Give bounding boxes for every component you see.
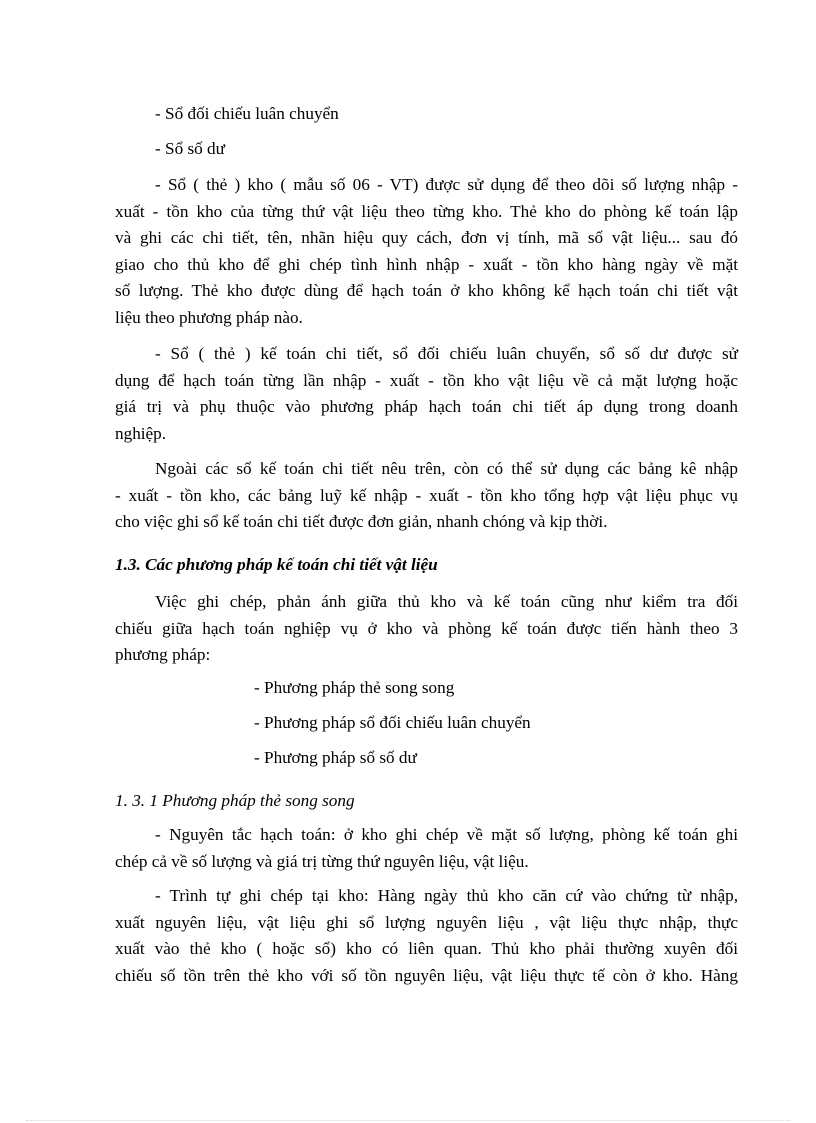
list-item-so-du: - Sổ số dư: [155, 139, 225, 158]
text-line: nghiệp.: [115, 423, 167, 443]
section-heading: 1.3. Các phương pháp kế toán chi tiết vật liệu: [115, 555, 438, 574]
paragraph-nguyen-tac: [115, 822, 738, 875]
text-line: - Sổ ( thẻ ) kế toán chi tiết, sổ đối chiếu luân chuyển, sổ số dư được sử: [155, 344, 738, 363]
paragraph-so-ke-toan: [115, 341, 738, 447]
text-line: xuất vào thẻ kho ( hoặc sổ) kho có liên quan. Thủ kho phải thường xuyên đối: [115, 939, 738, 959]
subsection-heading: 1. 3. 1 Phương pháp thẻ song song: [115, 791, 355, 810]
text-line: phương pháp:: [115, 645, 211, 665]
method-item: - Phương pháp thẻ song song: [254, 678, 455, 697]
text-line: số lượng. Thẻ kho được dùng để hạch toán ở kho không kể hạch toán chi tiết vật: [115, 281, 738, 301]
text-line: Việc ghi chép, phản ánh giữa thủ kho và kế toán cũng như kiểm tra đối: [155, 592, 738, 611]
text-line: cho việc ghi sổ kế toán chi tiết được đơn giản, nhanh chóng và kịp thời.: [115, 512, 608, 532]
text-line: Ngoài các sổ kế toán chi tiết nêu trên, còn có thể sử dụng các bảng kê nhập: [155, 459, 738, 478]
method-item: - Phương pháp sổ đối chiếu luân chuyển: [254, 713, 531, 732]
text-line: giao cho thủ kho để ghi chép tình hình nhập - xuất - tồn kho hàng ngày về mặt: [115, 254, 738, 274]
text-line: chiếu số tồn trên thẻ kho với số tồn nguyên liệu, vật liệu thực tế còn ở kho. Hàng: [115, 965, 738, 985]
text-line: - Trình tự ghi chép tại kho: Hàng ngày thủ kho căn cứ vào chứng từ nhập,: [155, 886, 738, 905]
text-line: liệu theo phương pháp nào.: [115, 307, 303, 327]
text-line: xuất nguyên liệu, vật liệu ghi sổ lượng nguyên liệu , vật liệu thực nhập, thực: [115, 912, 738, 932]
text-line: chép cả về số lượng và giá trị từng thứ nguyên liệu, vật liệu.: [115, 851, 529, 871]
paragraph-bang-ke: [115, 456, 738, 536]
text-line: - xuất - tồn kho, các bảng luỹ kế nhập - xuất - tồn kho tổng hợp vật liệu phục vụ: [115, 485, 738, 505]
paragraph-trinh-tu: [115, 883, 738, 989]
paragraph-the-kho: [115, 172, 738, 332]
list-item-doi-chieu: - Sổ đối chiếu luân chuyển: [155, 104, 339, 123]
text-line: dụng để hạch toán từng lần nhập - xuất - tồn kho vật liệu về cả mặt lượng hoặc: [115, 370, 738, 390]
method-item: - Phương pháp sổ số dư: [254, 748, 417, 767]
page-bottom-divider: [26, 1120, 790, 1121]
text-line: - Nguyên tắc hạch toán: ở kho ghi chép về mặt số lượng, phòng kế toán ghi: [155, 825, 738, 844]
text-line: - Sổ ( thẻ ) kho ( mẫu số 06 - VT) được sử dụng để theo dõi số lượng nhập -: [155, 175, 738, 194]
text-line: chiếu giữa hạch toán nghiệp vụ ở kho và phòng kế toán được tiến hành theo 3: [115, 618, 738, 638]
text-line: và ghi các chi tiết, tên, nhãn hiệu quy cách, đơn vị tính, mã số vật liệu... sau đó: [115, 228, 738, 248]
text-line: giá trị và phụ thuộc vào phương pháp hạch toán chi tiết áp dụng trong doanh: [115, 397, 738, 417]
paragraph-phuong-phap: [115, 589, 738, 669]
text-line: xuất - tồn kho của từng thứ vật liệu theo từng kho. Thẻ kho do phòng kế toán lập: [115, 201, 738, 221]
